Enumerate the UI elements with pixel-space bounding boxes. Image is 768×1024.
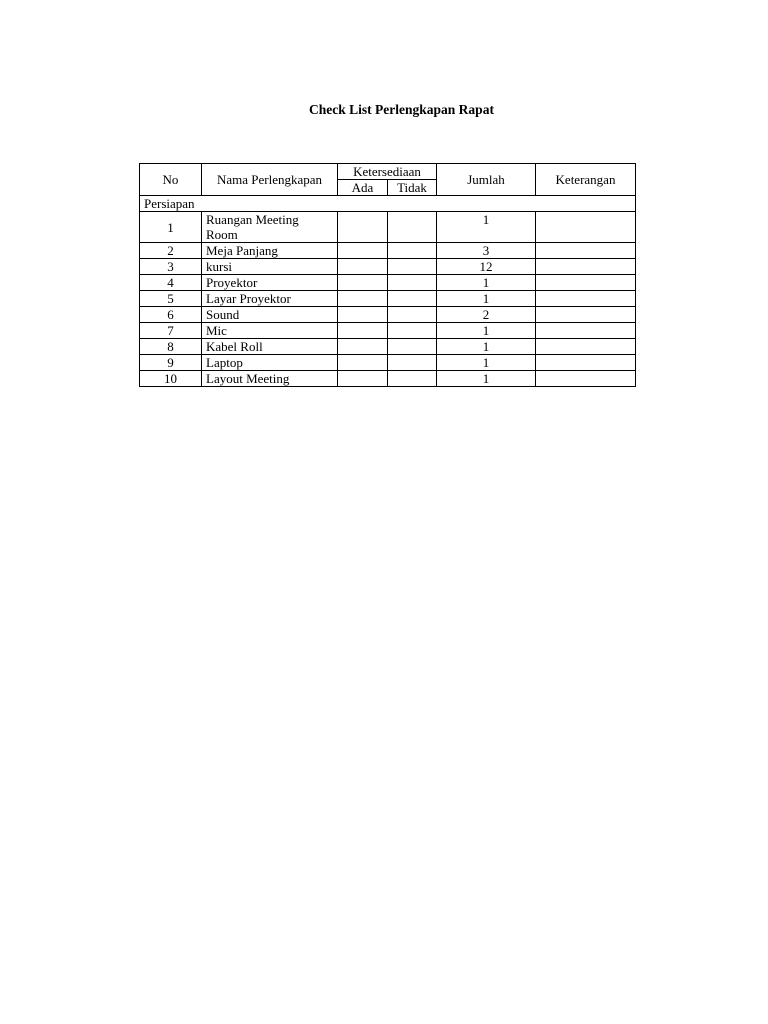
cell-nama-perlengkapan: Layar Proyektor [202,291,338,307]
cell-tidak [388,323,437,339]
cell-ada [338,355,388,371]
cell-tidak [388,259,437,275]
cell-nama-perlengkapan: Proyektor [202,275,338,291]
cell-nama-perlengkapan: Layout Meeting [202,371,338,387]
header-nama-perlengkapan: Nama Perlengkapan [202,164,338,196]
table-row [140,291,636,307]
table-row [140,307,636,323]
cell-nama-perlengkapan: Laptop [202,355,338,371]
cell-no: 6 [140,307,202,323]
page-title: Check List Perlengkapan Rapat [309,102,494,117]
cell-keterangan [536,323,636,339]
header-keterangan: Keterangan [536,164,636,196]
cell-keterangan [536,371,636,387]
header-jumlah: Jumlah [437,164,536,196]
cell-ada [338,291,388,307]
cell-no: 7 [140,323,202,339]
cell-no: 9 [140,355,202,371]
cell-nama-perlengkapan: kursi [202,259,338,275]
cell-jumlah: 3 [437,243,536,259]
table-row [140,259,636,275]
cell-tidak [388,307,437,323]
cell-tidak [388,275,437,291]
cell-tidak [388,243,437,259]
cell-jumlah: 1 [437,339,536,355]
table-body [140,196,636,387]
cell-jumlah: 1 [437,291,536,307]
cell-nama-perlengkapan: Mic [202,323,338,339]
table-row [140,339,636,355]
cell-ada [338,323,388,339]
table-row [140,243,636,259]
cell-tidak [388,355,437,371]
cell-jumlah: 1 [437,212,536,243]
cell-ada [338,307,388,323]
cell-nama-perlengkapan: Meja Panjang [202,243,338,259]
cell-no: 2 [140,243,202,259]
cell-jumlah: 1 [437,355,536,371]
header-no: No [140,164,202,196]
cell-no: 1 [140,212,202,243]
cell-tidak [388,371,437,387]
cell-nama-perlengkapan: Kabel Roll [202,339,338,355]
cell-ada [338,259,388,275]
cell-keterangan [536,259,636,275]
table-row [140,212,636,243]
cell-keterangan [536,307,636,323]
table-row [140,275,636,291]
table-row [140,371,636,387]
cell-keterangan [536,339,636,355]
section-label: Persiapan [140,196,636,212]
cell-keterangan [536,275,636,291]
cell-no: 5 [140,291,202,307]
header-ada: Ada [338,180,388,196]
cell-ada [338,339,388,355]
cell-jumlah: 1 [437,371,536,387]
table-row [140,323,636,339]
cell-tidak [388,291,437,307]
cell-keterangan [536,355,636,371]
cell-no: 4 [140,275,202,291]
cell-tidak [388,339,437,355]
table-row [140,355,636,371]
cell-ada [338,212,388,243]
checklist-table [139,163,636,387]
cell-ada [338,243,388,259]
cell-keterangan [536,212,636,243]
cell-no: 10 [140,371,202,387]
cell-nama-perlengkapan: Ruangan Meeting Room [202,212,338,243]
cell-no: 3 [140,259,202,275]
cell-tidak [388,212,437,243]
header-tidak: Tidak [388,180,437,196]
cell-ada [338,371,388,387]
header-ketersediaan: Ketersediaan [338,164,437,180]
cell-ada [338,275,388,291]
cell-jumlah: 2 [437,307,536,323]
cell-jumlah: 1 [437,323,536,339]
cell-no: 8 [140,339,202,355]
cell-keterangan [536,291,636,307]
cell-keterangan [536,243,636,259]
cell-nama-perlengkapan: Sound [202,307,338,323]
cell-jumlah: 12 [437,259,536,275]
cell-jumlah: 1 [437,275,536,291]
